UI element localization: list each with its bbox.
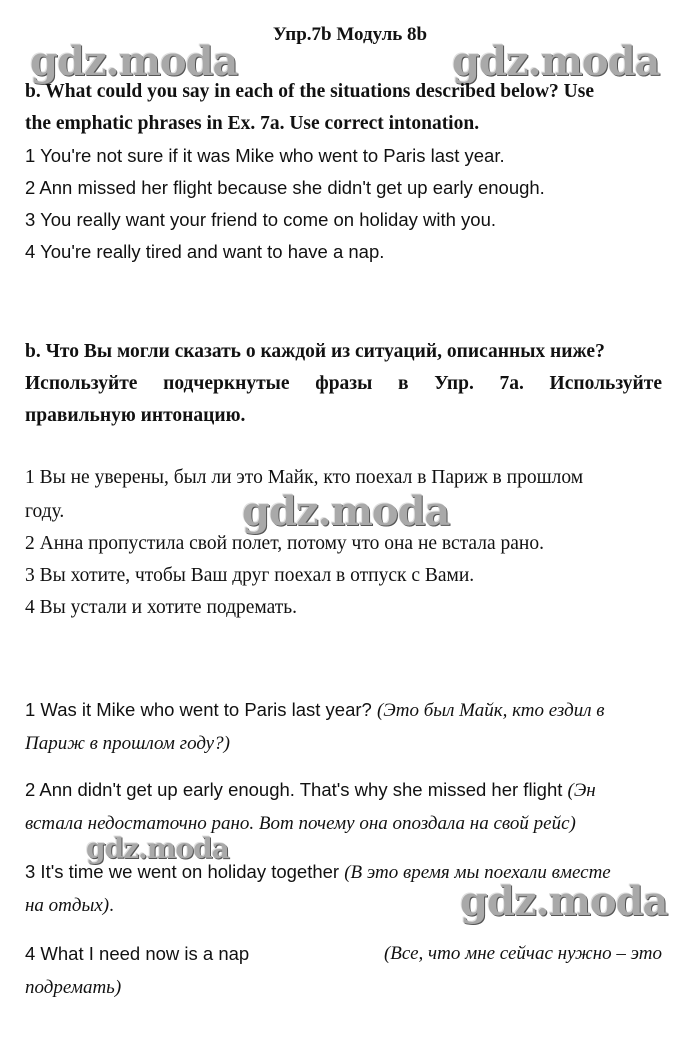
task-en-heading-line1: b. What could you say in each of the situations described below? Use — [25, 81, 594, 102]
answer-4-translation: (Все, что мне сейчас нужно – это — [383, 943, 662, 964]
task-ru-item-2: 2 Анна пропустила свой полет, потому что она не встала рано. — [25, 533, 544, 554]
page-title: Упр.7b Модуль 8b — [272, 24, 428, 45]
answer-1-translation-cont: Париж в прошлом году?) — [25, 733, 230, 754]
answer-1-text: 1 Was it Mike who went to Paris last year? — [25, 699, 372, 720]
answer-2-translation-cont: встала недостаточно рано. Вот почему она опоздала на свой рейс) — [25, 813, 576, 834]
watermark: gdz.moda — [460, 878, 668, 925]
answer-1-translation: (Это был Майк, кто ездил в — [376, 700, 605, 721]
answer-3-translation-cont — [25, 894, 114, 918]
task-en-heading-line2: the emphatic phrases in Ex. 7a. Use correct intonation. — [25, 113, 480, 134]
answer-4-text: 4 What I need now is a nap — [25, 943, 250, 964]
task-ru-heading-line2: Используйте подчеркнутые фразы в Упр. 7a. Используйте — [25, 373, 662, 394]
answer-3-period: . — [109, 895, 114, 916]
answer-3-translation-cont-text: на отдых) — [25, 895, 110, 916]
task-ru-item-3: 3 Вы хотите, чтобы Ваш друг поехал в отпуск с Вами. — [25, 565, 475, 586]
answer-1 — [25, 698, 604, 723]
task-ru-item-4: 4 Вы устали и хотите подремать. — [25, 597, 298, 618]
watermark: gdz.moda — [242, 488, 450, 535]
answer-3-translation: (В это время мы поехали вместе — [344, 862, 611, 883]
task-ru-heading-line3: правильную интонацию. — [25, 405, 246, 426]
answer-3-text: 3 It's time we went on holiday together — [25, 861, 340, 882]
answer-4-translation-cont: подремать) — [25, 977, 122, 998]
answer-4 — [25, 942, 662, 966]
answer-2 — [25, 778, 596, 803]
task-ru-item-1: 1 Вы не уверены, был ли это Майк, кто поехал в Париж в прошлом — [25, 467, 584, 488]
task-en-item-3: 3 You really want your friend to come on holiday with you. — [25, 209, 497, 230]
task-ru-heading-line1: b. Что Вы могли сказать о каждой из ситуаций, описанных ниже? — [25, 341, 605, 362]
watermark: gdz.moda — [452, 38, 660, 85]
task-ru-item-1-cont: году. — [25, 501, 65, 522]
task-en-item-2: 2 Ann missed her flight because she didn't get up early enough. — [25, 177, 545, 198]
answer-2-text: 2 Ann didn't get up early enough. That's why she missed her flight — [25, 779, 563, 800]
watermark: gdz.moda — [86, 832, 229, 865]
answer-2-translation: (Эн — [567, 780, 596, 801]
task-en-item-1: 1 You're not sure if it was Mike who went to Paris last year. — [25, 145, 505, 166]
watermark: gdz.moda — [30, 38, 238, 85]
answer-3 — [25, 860, 611, 885]
task-en-item-4: 4 You're really tired and want to have a nap. — [25, 241, 385, 262]
